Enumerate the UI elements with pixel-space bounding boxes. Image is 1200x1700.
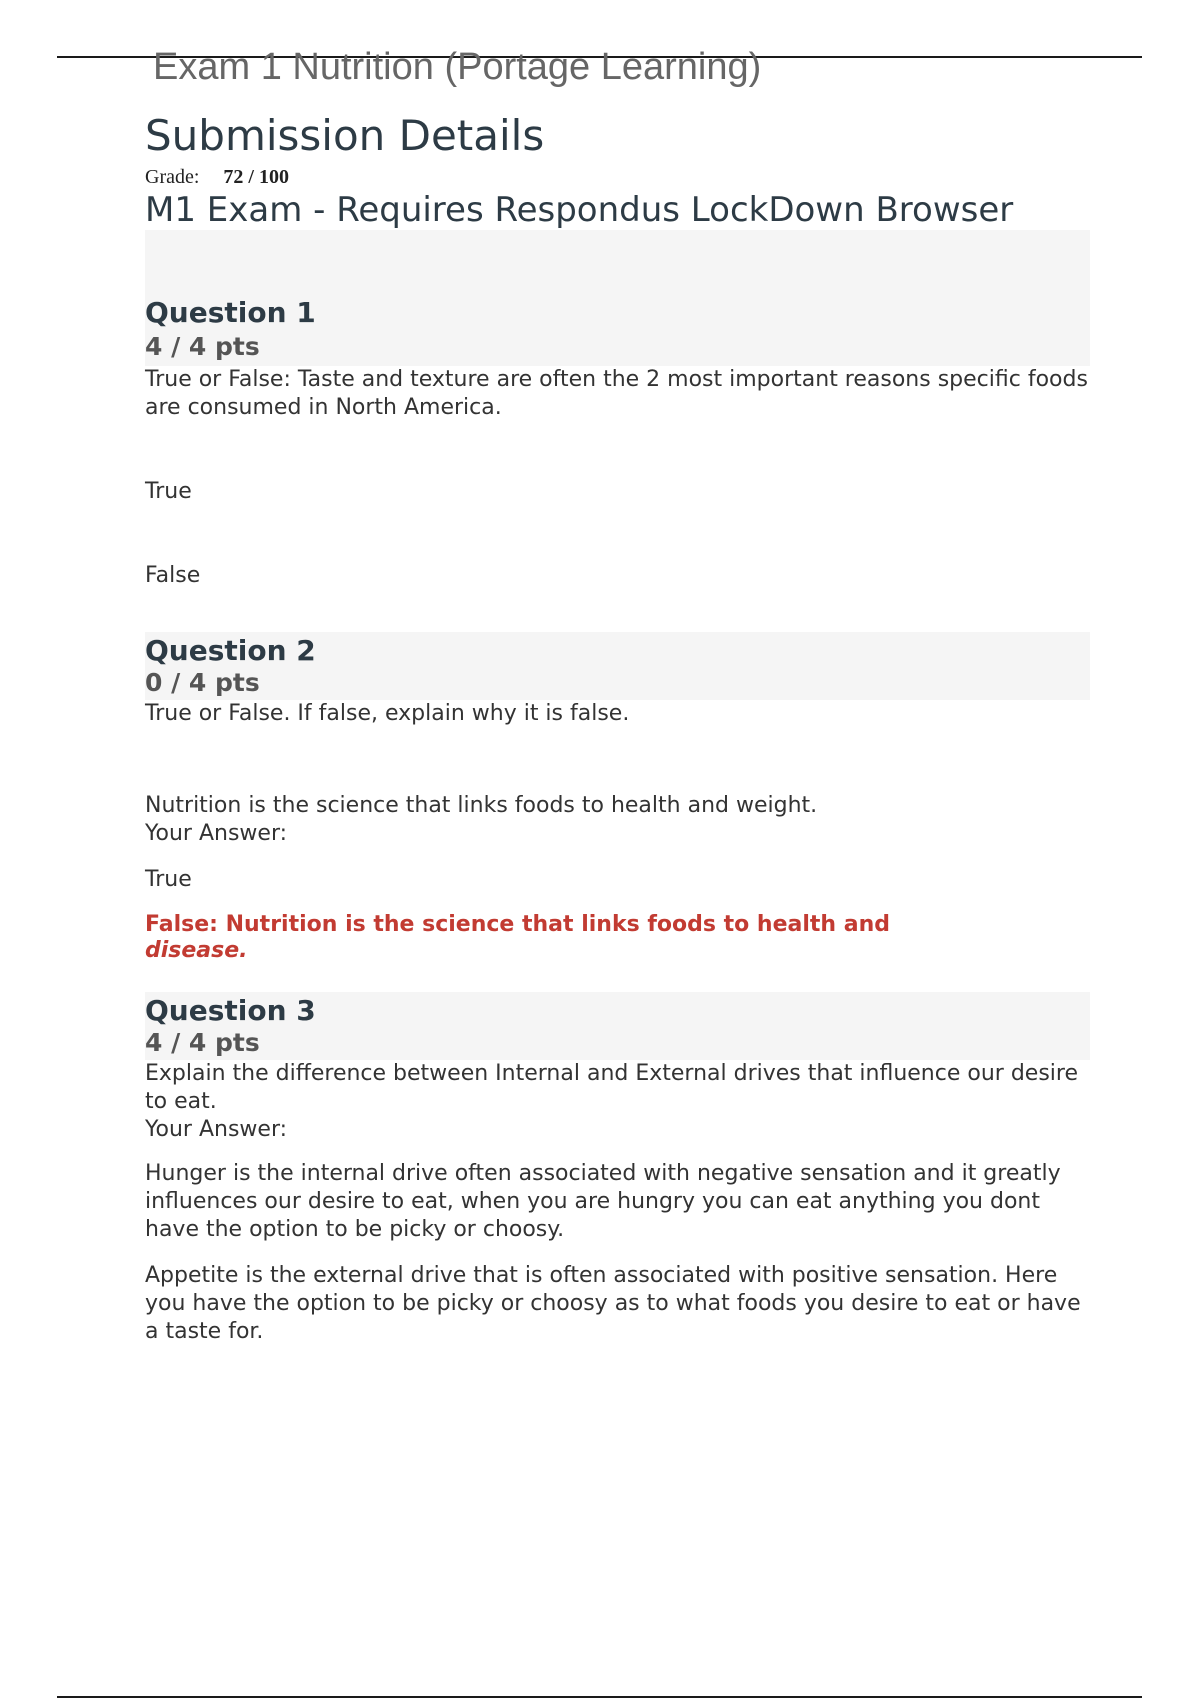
question-2-header — [145, 632, 1090, 700]
question-2-statement: Nutrition is the science that links foods to health and weight. — [145, 793, 818, 818]
question-3-header — [145, 992, 1090, 1060]
question-3-prompt: Explain the difference between Internal and External drives that influence our desire to eat. — [145, 1061, 1078, 1114]
question-2-feedback — [145, 912, 925, 964]
grade-value: 72 / 100 — [223, 166, 289, 188]
question-2-answer: True — [145, 867, 192, 892]
grade-label: Grade: — [145, 166, 200, 188]
question-2-title: Question 2 — [145, 634, 316, 667]
question-1-option-true[interactable]: True — [145, 479, 192, 504]
question-3-answer-paragraph-2: Appetite is the external drive that is often associated with positive sensation. Here you have the option to be picky or choosy as to what foods you desire to eat or have a taste for. — [145, 1263, 1081, 1344]
exam-title: M1 Exam - Requires Respondus LockDown Browser — [145, 190, 1014, 230]
submission-content — [145, 108, 1090, 1346]
question-2-prompt: True or False. If false, explain why it is false. — [145, 701, 630, 726]
question-2-feedback-text: False: Nutrition is the science that links foods to health and — [145, 912, 890, 937]
question-1-option-false[interactable]: False — [145, 563, 201, 588]
question-3-title: Question 3 — [145, 994, 316, 1027]
submission-heading: Submission Details — [145, 111, 545, 160]
question-1-points: 4 / 4 pts — [145, 332, 260, 361]
question-1-title: Question 1 — [145, 296, 316, 329]
question-1-prompt: True or False: Taste and texture are often the 2 most important reasons specific foods are consumed in North America. — [145, 367, 1088, 420]
question-3-answer-paragraph-1: Hunger is the internal drive often associated with negative sensation and it greatly influences our desire to eat, when you are hungry you can eat anything you dont have the option to be picky or choosy. — [145, 1161, 1061, 1242]
question-2-answer-label: Your Answer: — [145, 821, 288, 846]
question-2-points: 0 / 4 pts — [145, 668, 260, 697]
bottom-rule — [57, 1696, 1142, 1698]
question-3-points: 4 / 4 pts — [145, 1028, 260, 1057]
question-2-feedback-emphasis: disease. — [145, 938, 248, 963]
document-title: Exam 1 Nutrition (Portage Learning) — [153, 46, 762, 88]
grade-line — [145, 164, 1090, 190]
question-1-header — [145, 230, 1090, 366]
question-3-answer-label: Your Answer: — [145, 1117, 288, 1142]
